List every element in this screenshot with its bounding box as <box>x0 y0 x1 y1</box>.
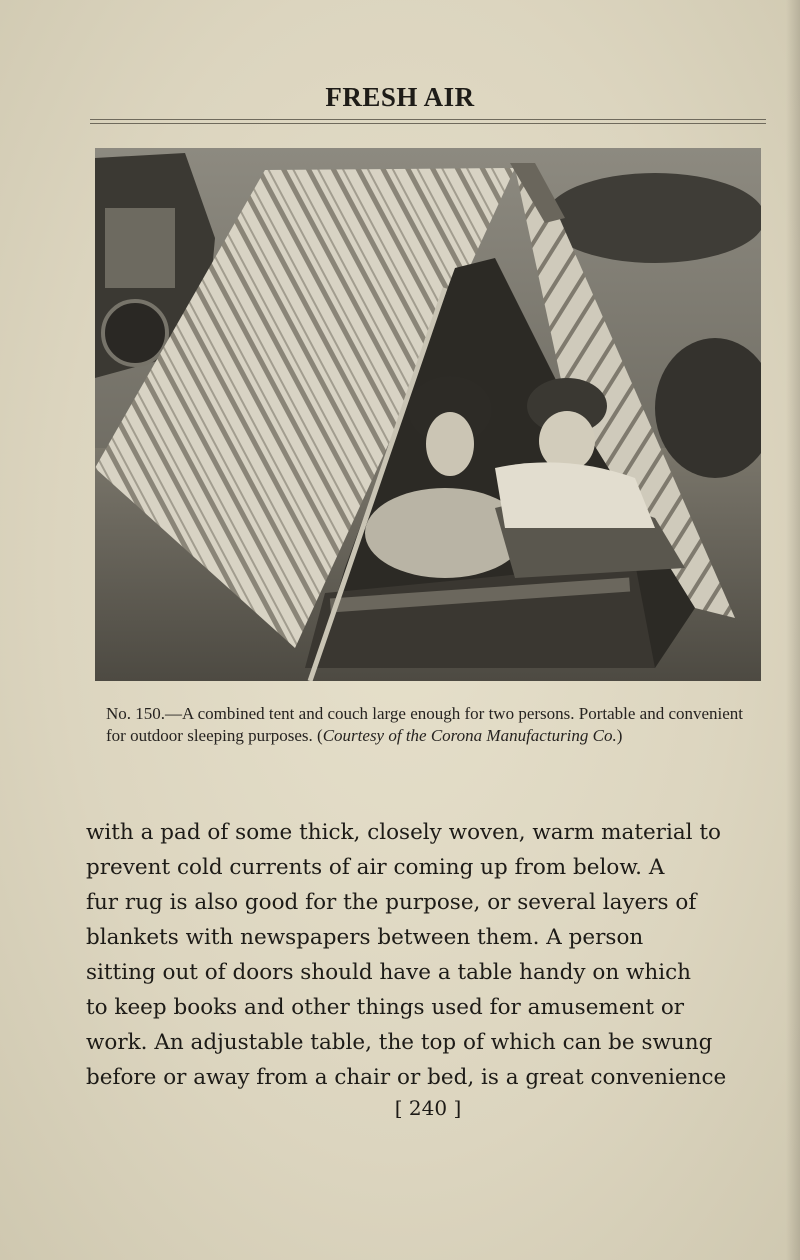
body-line: fur rug is also good for the purpose, or several layers of <box>86 890 697 915</box>
body-line: prevent cold currents of air coming up from below. A <box>86 855 665 880</box>
running-head: FRESH AIR <box>325 82 475 112</box>
body-line: sitting out of doors should have a table handy on which <box>86 960 692 985</box>
body-line: with a pad of some thick, closely woven, warm material to <box>86 820 721 845</box>
caption-text: No. 150.—A combined tent and couch large enough for two persons. Portable and convenient for outdoor sleeping purposes. ( <box>106 704 744 745</box>
header-rule-top <box>90 119 766 120</box>
body-paragraph <box>86 815 786 1095</box>
body-line: blankets with newspapers between them. A person <box>86 925 644 950</box>
body-line: before or away from a chair or bed, is a great convenience <box>86 1065 727 1090</box>
figure-caption <box>106 703 766 747</box>
tent-photo-illustration <box>95 148 761 681</box>
page-number: [ 240 ] <box>394 1096 462 1120</box>
tent-photograph <box>95 148 761 681</box>
header-rule-bottom <box>90 123 766 124</box>
caption-close: ) <box>616 726 623 745</box>
caption-credit: Courtesy of the Corona Manufacturing Co. <box>322 726 617 745</box>
body-line: work. An adjustable table, the top of which can be swung <box>86 1030 713 1055</box>
body-line: to keep books and other things used for amusement or <box>86 995 685 1020</box>
page-edge-shadow <box>786 0 800 1260</box>
